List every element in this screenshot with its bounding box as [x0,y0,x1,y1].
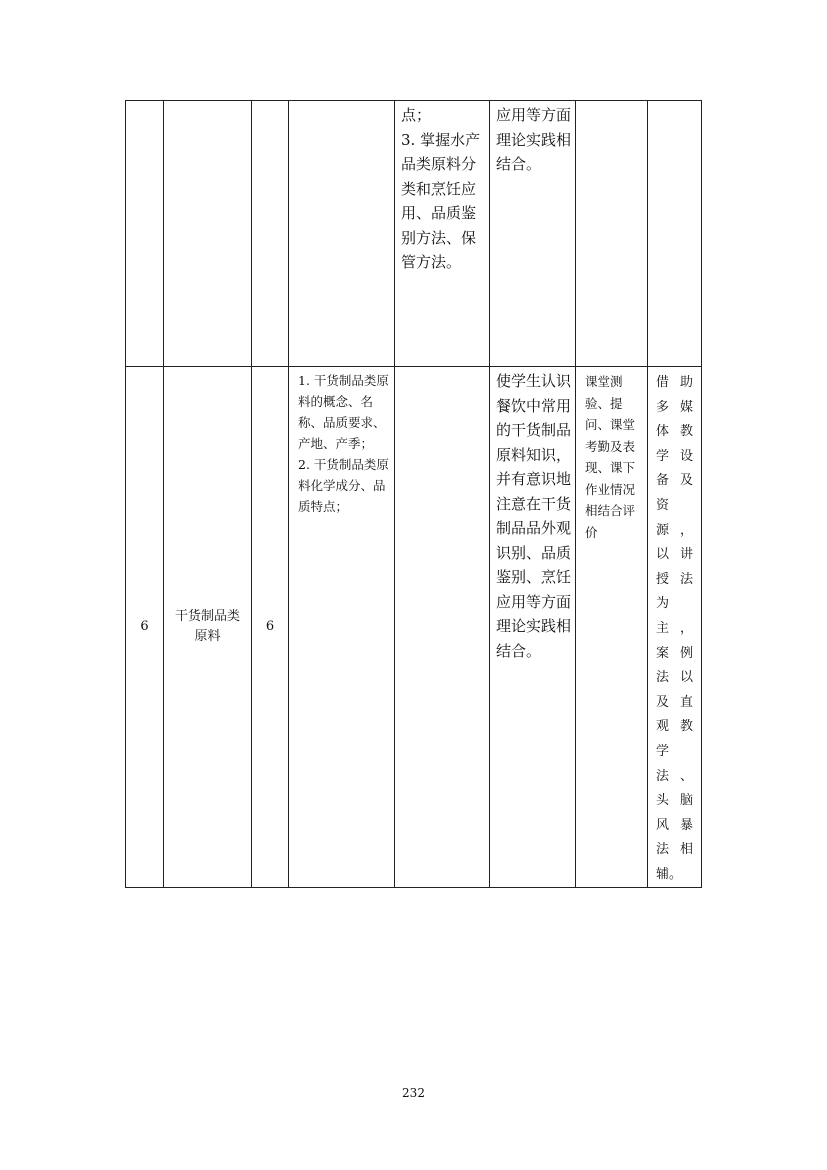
method-cell [648,101,702,367]
content-text: 1. 干货制品类原料的概念、名称、品质要求、产地、产季； 2. 干货制品类原料化学成分、品质特点； [298,373,389,514]
evaluation-text: 课堂测验、提问、课堂考勤及表现、课下作业情况相结合评价 [585,374,636,540]
row-name: 干货制品类原料 [174,609,240,645]
content-cell [289,101,395,367]
index-cell [126,101,164,367]
name-cell [164,101,252,367]
method-cell [648,367,702,888]
table-row [126,367,702,888]
table-row [126,101,702,367]
evaluation-cell [576,101,648,367]
row-index: 6 [140,619,149,635]
goal-text: 应用等方面理论实践相结合。 [496,106,572,173]
goal-cell [490,101,576,367]
row-hours: 6 [265,619,275,635]
objective-cell [395,101,490,367]
objective-text: 点； 3. 掌握水产品类原料分类和烹饪应用、品质鉴别方法、保管方法。 [401,106,481,271]
name-cell [164,367,252,888]
goal-text: 使学生认识餐饮中常用的干货制品原料知识，并有意识地注意在干货制品品外观识别、品质鉴别、烹饪应用等方面理论实践相结合。 [496,372,572,660]
objective-cell [395,367,490,888]
hours-cell [252,101,289,367]
evaluation-cell [576,367,648,888]
content-cell [289,367,395,888]
method-text: 借助多媒体教学设备及资源，以讲授法为主，案例法以及直观教学法、头脑风暴法相辅。 [656,375,693,882]
goal-cell [490,367,576,888]
curriculum-table [125,100,702,888]
hours-cell [252,367,289,888]
page-number: 232 [402,1086,425,1100]
index-cell [126,367,164,888]
